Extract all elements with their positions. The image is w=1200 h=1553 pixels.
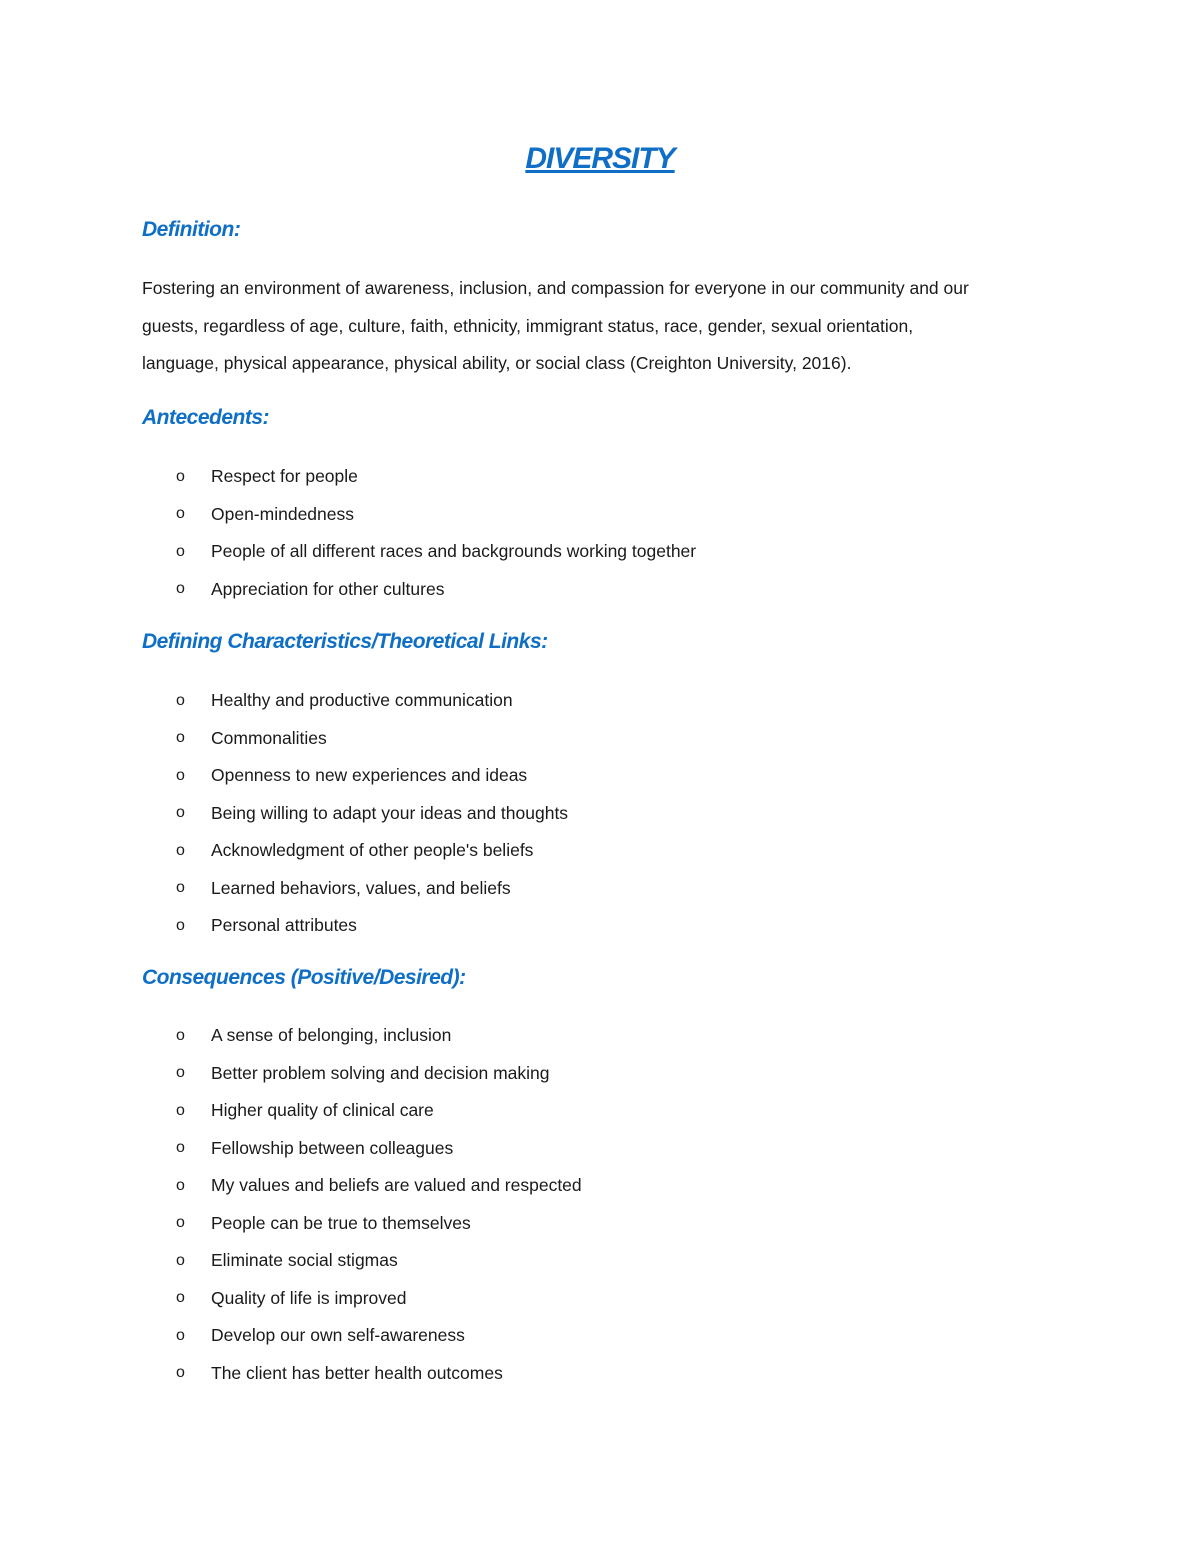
bullet-icon: o — [176, 841, 185, 859]
list-item — [176, 1355, 582, 1393]
definition-heading: Definition: — [142, 218, 241, 241]
list-item-text: Open-mindedness — [211, 503, 354, 524]
list-item-text: Healthy and productive communication — [211, 690, 513, 711]
bullet-icon: o — [176, 1289, 185, 1307]
list-item — [176, 720, 568, 758]
bullet-icon: o — [176, 879, 185, 897]
characteristics-list — [176, 682, 568, 945]
bullet-icon: o — [176, 1139, 185, 1157]
list-item — [176, 1055, 582, 1093]
list-item-text: People can be true to themselves — [211, 1212, 471, 1233]
list-item — [176, 533, 696, 571]
list-item — [176, 1092, 582, 1130]
list-item-text: People of all different races and backgrounds working together — [211, 541, 697, 562]
list-item-text: Respect for people — [211, 466, 358, 487]
list-item — [176, 1317, 582, 1355]
bullet-icon: o — [176, 1326, 185, 1344]
list-item-text: Develop our own self-awareness — [211, 1325, 465, 1346]
bullet-icon: o — [176, 1026, 185, 1044]
list-item — [176, 1017, 582, 1055]
bullet-icon: o — [176, 1101, 185, 1119]
bullet-icon: o — [176, 691, 185, 709]
antecedents-heading: Antecedents: — [142, 406, 270, 429]
bullet-icon: o — [176, 804, 185, 822]
list-item-text: Learned behaviors, values, and beliefs — [211, 877, 511, 898]
bullet-icon: o — [176, 505, 185, 523]
list-item — [176, 1130, 582, 1168]
list-item-text: Better problem solving and decision making — [211, 1062, 550, 1083]
bullet-icon: o — [176, 1251, 185, 1269]
list-item-text: A sense of belonging, inclusion — [211, 1025, 452, 1046]
bullet-icon: o — [176, 1064, 185, 1082]
list-item-text: Commonalities — [211, 727, 327, 748]
list-item-text: Higher quality of clinical care — [211, 1100, 434, 1121]
list-item — [176, 458, 696, 496]
bullet-icon: o — [176, 580, 185, 598]
list-item — [176, 1242, 582, 1280]
characteristics-heading: Defining Characteristics/Theoretical Links: — [142, 630, 548, 653]
list-item — [176, 907, 568, 945]
list-item-text: Personal attributes — [211, 915, 357, 936]
list-item — [176, 870, 568, 908]
page-title: DIVERSITY — [525, 142, 675, 175]
list-item-text: Being willing to adapt your ideas and thoughts — [211, 802, 569, 823]
list-item-text: My values and beliefs are valued and respected — [211, 1175, 582, 1196]
definition-line: guests, regardless of age, culture, faith, ethnicity, immigrant status, race, gender, sexual orientation, — [142, 315, 914, 336]
list-item-text: Quality of life is improved — [211, 1287, 407, 1308]
definition-paragraph — [142, 270, 1052, 383]
list-item — [176, 832, 568, 870]
definition-line: Fostering an environment of awareness, inclusion, and compassion for everyone in our community and our — [142, 278, 969, 298]
list-item — [176, 496, 696, 534]
bullet-icon: o — [176, 729, 185, 747]
list-item — [176, 682, 568, 720]
list-item — [176, 1167, 582, 1205]
bullet-icon: o — [176, 542, 185, 560]
antecedents-list — [176, 458, 696, 608]
bullet-icon: o — [176, 766, 185, 784]
consequences-heading: Consequences (Positive/Desired): — [142, 966, 466, 989]
list-item — [176, 1280, 582, 1318]
bullet-icon: o — [176, 1364, 185, 1382]
list-item-text: Openness to new experiences and ideas — [211, 765, 528, 786]
list-item — [176, 757, 568, 795]
definition-line: language, physical appearance, physical ability, or social class (Creighton University, 2016). — [142, 353, 852, 373]
list-item — [176, 795, 568, 833]
bullet-icon: o — [176, 1214, 185, 1232]
bullet-icon: o — [176, 916, 185, 934]
list-item — [176, 571, 696, 609]
list-item — [176, 1205, 582, 1243]
bullet-icon: o — [176, 467, 185, 485]
list-item-text: Fellowship between colleagues — [211, 1137, 454, 1158]
list-item-text: Eliminate social stigmas — [211, 1250, 398, 1271]
list-item-text: Acknowledgment of other people's beliefs — [211, 840, 534, 861]
bullet-icon: o — [176, 1176, 185, 1194]
consequences-list — [176, 1017, 582, 1392]
list-item-text: Appreciation for other cultures — [211, 578, 445, 599]
list-item-text: The client has better health outcomes — [211, 1362, 503, 1383]
